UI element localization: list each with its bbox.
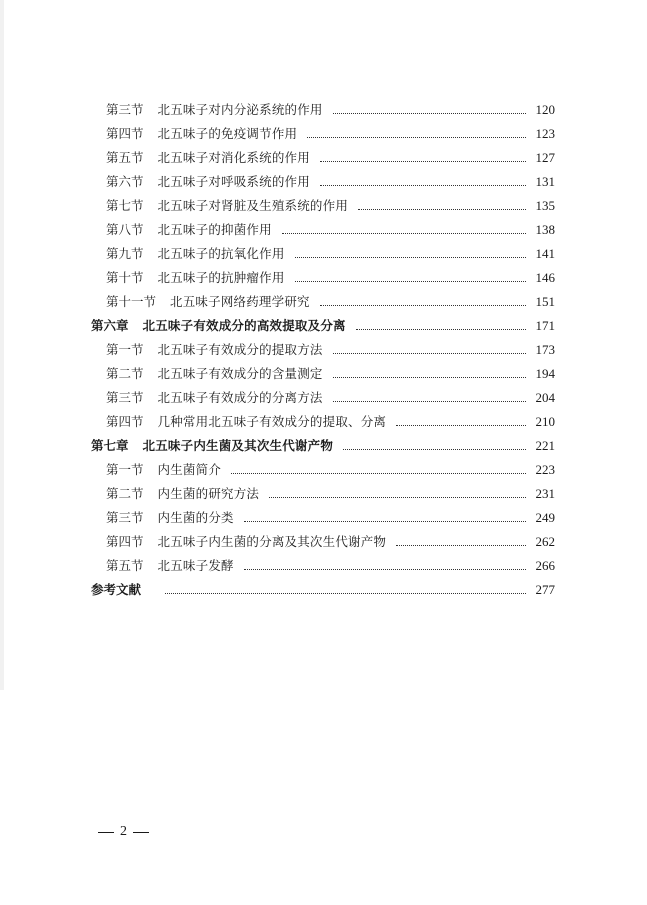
toc-entry-number: 第十一节 [106,294,157,309]
toc-entry-number: 第十节 [106,270,144,285]
toc-entry-title: 北五味子有效成分的分离方法 [157,390,323,405]
toc-section-entry[interactable] [106,194,555,218]
toc-entry-number: 第六节 [106,174,144,189]
toc-page-number: 204 [535,390,555,405]
toc-entry-number: 第六章 [91,318,129,333]
toc-page-number: 141 [535,246,555,261]
toc-dot-leader [244,568,526,570]
toc-page-number: 173 [535,342,555,357]
toc-dot-leader [320,184,526,186]
toc-entry-title: 北五味子的抗氧化作用 [157,246,285,261]
toc-section-entry[interactable] [106,362,555,386]
toc-dot-leader [396,424,525,426]
toc-section-entry[interactable] [106,146,555,170]
toc-section-entry[interactable] [106,386,555,410]
toc-page-number: 221 [535,438,555,453]
toc-page-number: 231 [535,486,555,501]
toc-section-entry[interactable] [106,122,555,146]
toc-dot-leader [333,112,526,114]
toc-entry-title: 内生菌简介 [157,462,222,477]
toc-dot-leader [356,328,526,330]
toc-entry-title: 北五味子的抗肿瘤作用 [157,270,285,285]
toc-page-number: 266 [535,558,555,573]
toc-entry-number: 第一节 [106,462,144,477]
toc-dot-leader [231,472,525,474]
toc-entry-title: 北五味子对肾脏及生殖系统的作用 [157,198,349,213]
toc-page-number: 138 [535,222,555,237]
footer-dash-right [133,832,149,833]
toc-page-number: 210 [535,414,555,429]
toc-chapter-entry[interactable] [91,578,555,602]
toc-page-number: 131 [535,174,555,189]
toc-dot-leader [307,136,525,138]
toc-entry-number: 参考文献 [91,582,142,597]
toc-entry-title: 北五味子有效成分的提取方法 [157,342,323,357]
page-footer [98,824,149,840]
toc-dot-leader [295,280,526,282]
toc-page-number: 262 [535,534,555,549]
toc-entry-title: 北五味子有效成分的高效提取及分离 [142,318,346,333]
toc-entry-number: 第二节 [106,366,144,381]
toc-page-number: 123 [535,126,555,141]
toc-section-entry[interactable] [106,482,555,506]
toc-chapter-entry[interactable] [91,434,555,458]
toc-page-number: 171 [535,318,555,333]
toc-entry-number: 第五节 [106,558,144,573]
page-edge-shadow [0,0,4,690]
toc-section-entry[interactable] [106,290,555,314]
toc-entry-number: 第七节 [106,198,144,213]
toc-page-number: 223 [535,462,555,477]
toc-dot-leader [333,352,526,354]
toc-entry-title: 北五味子有效成分的含量测定 [157,366,323,381]
toc-section-entry[interactable] [106,242,555,266]
toc-dot-leader [343,448,525,450]
toc-dot-leader [333,376,526,378]
toc-page-number: 194 [535,366,555,381]
toc-entry-title: 北五味子发酵 [157,558,234,573]
toc-chapter-entry[interactable] [91,314,555,338]
toc-dot-leader [165,592,525,594]
toc-entry-number: 第八节 [106,222,144,237]
toc-entry-number: 第四节 [106,414,144,429]
toc-dot-leader [269,496,525,498]
toc-page-number: 127 [535,150,555,165]
toc-page-number: 120 [535,102,555,117]
toc-entry-number: 第五节 [106,150,144,165]
toc-entry-number: 第四节 [106,126,144,141]
toc-entry-title: 几种常用北五味子有效成分的提取、分离 [157,414,387,429]
toc-section-entry[interactable] [106,410,555,434]
toc-dot-leader [320,160,526,162]
toc-dot-leader [396,544,525,546]
toc-dot-leader [282,232,526,234]
toc-dot-leader [358,208,525,210]
toc-entry-title: 北五味子对呼吸系统的作用 [157,174,310,189]
toc-dot-leader [333,400,526,402]
toc-entry-title: 内生菌的分类 [157,510,234,525]
toc-section-entry[interactable] [106,554,555,578]
toc-page-number: 277 [535,582,555,597]
toc-page-number: 146 [535,270,555,285]
toc-section-entry[interactable] [106,98,555,122]
toc-entry-title: 北五味子网络药理学研究 [170,294,310,309]
toc-section-entry[interactable] [106,338,555,362]
toc-entry-title: 北五味子的抑菌作用 [157,222,272,237]
toc-entry-number: 第三节 [106,510,144,525]
toc-section-entry[interactable] [106,218,555,242]
toc-entry-title: 北五味子内生菌的分离及其次生代谢产物 [157,534,387,549]
toc-entry-title: 北五味子内生菌及其次生代谢产物 [142,438,334,453]
toc-entry-title: 内生菌的研究方法 [157,486,260,501]
toc-dot-leader [244,520,526,522]
toc-section-entry[interactable] [106,170,555,194]
toc-entry-number: 第四节 [106,534,144,549]
toc-entry-title: 北五味子的免疫调节作用 [157,126,298,141]
page-number: 2 [120,824,127,839]
toc-entry-number: 第三节 [106,390,144,405]
toc-section-entry[interactable] [106,458,555,482]
toc-entry-number: 第二节 [106,486,144,501]
toc-section-entry[interactable] [106,530,555,554]
toc-entry-number: 第一节 [106,342,144,357]
toc-entry-number: 第三节 [106,102,144,117]
toc-section-entry[interactable] [106,506,555,530]
footer-dash-left [98,832,114,833]
toc-dot-leader [320,304,526,306]
toc-page-number: 151 [535,294,555,309]
toc-entry-number: 第七章 [91,438,129,453]
toc-entry-title: 北五味子对消化系统的作用 [157,150,310,165]
toc-page-number: 249 [535,510,555,525]
toc-entry-number: 第九节 [106,246,144,261]
toc-dot-leader [295,256,526,258]
toc-section-entry[interactable] [106,266,555,290]
toc-entry-title: 北五味子对内分泌系统的作用 [157,102,323,117]
toc-page-number: 135 [535,198,555,213]
